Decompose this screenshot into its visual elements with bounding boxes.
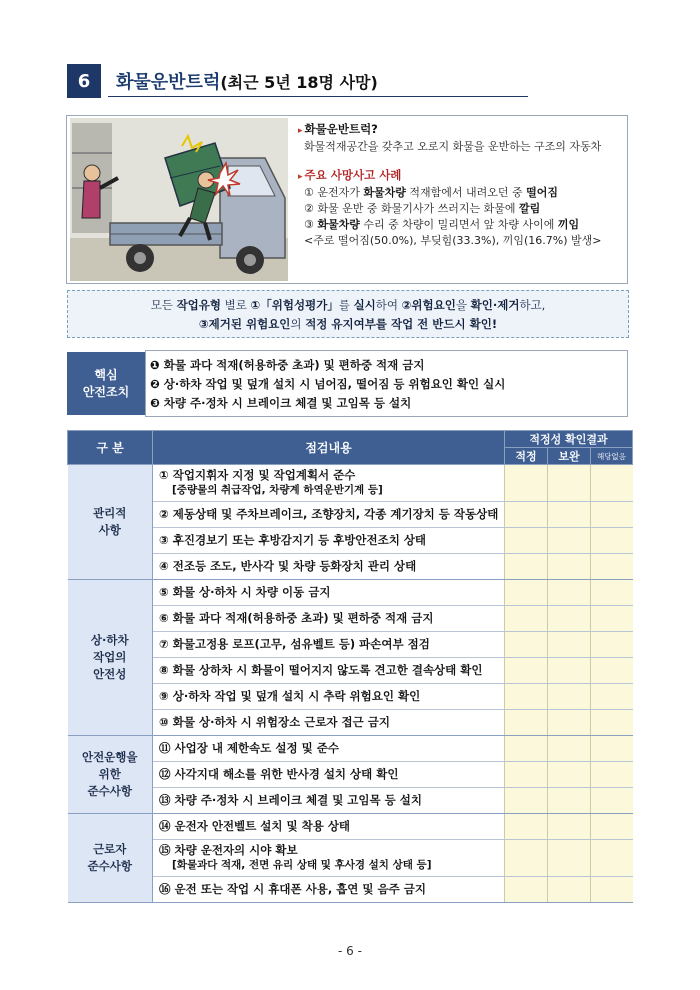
check-item-text: ⑦ 화물고정용 로프(고무, 섬유벨트 등) 파손여부 점검 [159,637,430,651]
notice-line-2: ③제거된 위험요인의 적정 유지여부를 작업 전 반드시 확인! [198,317,498,331]
result-cell-ok[interactable] [505,528,548,554]
check-item [153,684,505,710]
result-cell-fix[interactable] [548,502,591,528]
category-cell [68,736,153,814]
category-cell [68,465,153,580]
core-item: ❸ 차량 주·정차 시 브레이크 체결 및 고임목 등 설치 [150,396,412,410]
check-item [153,502,505,528]
table-row [68,877,633,903]
check-item-text: ⑬ 차량 주·정차 시 브레이크 체결 및 고임목 등 설치 [159,793,422,807]
definition-heading-text: 화물운반트럭? [304,122,378,136]
result-cell-ok[interactable] [505,710,548,736]
header-content: 점검내용 [153,431,505,465]
category-cell [68,580,153,736]
check-item [153,606,505,632]
check-item-note: [중량물의 취급작업, 차량계 하역운반기계 등] [172,484,383,496]
check-item [153,877,505,903]
check-item-text: ⑤ 화물 상·하차 시 차량 이동 금지 [159,585,331,599]
header-category: 구 분 [68,431,153,465]
result-cell-ok[interactable] [505,465,548,502]
accident-summary: <주로 떨어짐(50.0%), 부딪힘(33.3%), 끼임(16.7%) 발생> [304,234,602,247]
inspection-checklist-table [67,430,633,903]
table-row [68,554,633,580]
check-item-text: ① 작업지휘자 지정 및 작업계획서 준수 [159,468,356,482]
check-item-text: ⑨ 상·하차 작업 및 덮개 설치 시 추락 위험요인 확인 [159,689,421,703]
result-cell-ok[interactable] [505,580,548,606]
result-cell-ok[interactable] [505,840,548,877]
category-label-line: 상·하차 [90,633,129,647]
accident-item-1: ① 운전자가 화물차량 적재함에서 내려오던 중 떨어짐 [304,186,559,199]
category-label-line: 위한 [98,767,121,781]
result-cell-fix[interactable] [548,606,591,632]
result-cell-ok[interactable] [505,788,548,814]
check-item-text: ⑥ 화물 과다 적재(허용하중 초과) 및 편하중 적재 금지 [159,611,434,625]
check-item [153,788,505,814]
triangle-bullet-icon: ▸ [298,126,303,136]
table-row [68,606,633,632]
category-cell [68,814,153,903]
table-row [68,788,633,814]
result-cell-ok[interactable] [505,632,548,658]
category-label-line: 준수사항 [87,859,132,873]
table-row [68,684,633,710]
check-item-text: ③ 후진경보기 또는 후방감지기 등 후방안전조치 상태 [159,533,427,547]
core-item: ❶ 화물 과다 적재(허용하중 초과) 및 편하중 적재 금지 [150,358,425,372]
risk-assessment-notice [67,290,629,338]
core-safety-label: 핵심 안전조치 [67,352,145,415]
result-cell-na[interactable] [591,736,633,762]
check-item [153,814,505,840]
check-item-text: ⑮ 차량 운전자의 시야 확보 [159,843,298,857]
result-cell-fix[interactable] [548,736,591,762]
result-cell-fix[interactable] [548,658,591,684]
core-safety-items [150,356,505,413]
result-cell-ok[interactable] [505,814,548,840]
section-title [116,68,378,94]
check-item-text: ⑭ 운전자 안전벨트 설치 및 착용 상태 [159,819,351,833]
result-cell-fix[interactable] [548,788,591,814]
result-cell-fix[interactable] [548,528,591,554]
result-cell-na[interactable] [591,554,633,580]
table-row [68,840,633,877]
result-cell-fix[interactable] [548,465,591,502]
table-row [68,762,633,788]
check-item-text: ⑪ 사업장 내 제한속도 설정 및 준수 [159,741,339,755]
header-na: 해당없음 [591,448,633,465]
table-row [68,710,633,736]
title-underline [108,96,528,97]
result-cell-na[interactable] [591,684,633,710]
check-item-text: ② 제동상태 및 주차브레이크, 조향장치, 각종 계기장치 등 작동상태 [159,507,499,521]
result-cell-fix[interactable] [548,840,591,877]
result-cell-ok[interactable] [505,762,548,788]
result-cell-na[interactable] [591,840,633,877]
table-row [68,528,633,554]
result-cell-fix[interactable] [548,762,591,788]
header-result: 적정성 확인결과 [505,431,633,448]
accidents-heading-text: 주요 사망사고 사례 [304,168,402,182]
check-item [153,736,505,762]
result-cell-na[interactable] [591,606,633,632]
check-item [153,710,505,736]
table-row [68,658,633,684]
result-cell-ok[interactable] [505,554,548,580]
table-row [68,814,633,840]
section-subtitle: (최근 5년 18명 사망) [220,73,378,92]
accident-illustration [70,118,288,281]
result-cell-fix[interactable] [548,632,591,658]
check-item-note: [화물과다 적재, 전면 유리 상태 및 후사경 설치 상태 등] [172,859,432,871]
result-cell-ok[interactable] [505,877,548,903]
result-cell-ok[interactable] [505,502,548,528]
check-item-text: ⑯ 운전 또는 작업 시 휴대폰 사용, 흡연 및 음주 금지 [159,882,426,896]
accident-item-2: ② 화물 운반 중 화물기사가 쓰러지는 화물에 깔림 [304,202,541,215]
check-item [153,580,505,606]
result-cell-fix[interactable] [548,877,591,903]
check-item [153,762,505,788]
result-cell-fix[interactable] [548,554,591,580]
category-label-line: 근로자 [93,842,127,856]
table-row [68,580,633,606]
result-cell-na[interactable] [591,788,633,814]
definition-text: 화물적재공간을 갖추고 오로지 화물을 운반하는 구조의 자동차 [304,140,602,153]
result-cell-fix[interactable] [548,710,591,736]
category-label-line: 관리적 [93,506,127,520]
check-item [153,840,505,877]
check-item [153,465,505,502]
result-cell-na[interactable] [591,710,633,736]
category-label-line: 사항 [98,523,121,537]
result-cell-ok[interactable] [505,684,548,710]
result-cell-na[interactable] [591,762,633,788]
check-item-text: ⑫ 사각지대 해소를 위한 반사경 설치 상태 확인 [159,767,399,781]
page-number: - 6 - [338,944,362,958]
result-cell-fix[interactable] [548,814,591,840]
result-cell-fix[interactable] [548,580,591,606]
accidents-heading [298,167,628,185]
table-row [68,632,633,658]
result-cell-na[interactable] [591,632,633,658]
check-item-text: ④ 전조등 조도, 반사각 및 차량 등화장치 관리 상태 [159,559,417,573]
category-label-line: 안전운행을 [81,750,138,764]
result-cell-na[interactable] [591,658,633,684]
result-cell-na[interactable] [591,465,633,502]
overview-info [298,121,628,249]
check-item [153,658,505,684]
result-cell-ok[interactable] [505,606,548,632]
header-fix: 보완 [548,448,591,465]
check-item [153,632,505,658]
check-item [153,528,505,554]
check-item-text: ⑧ 화물 상하차 시 화물이 떨어지지 않도록 견고한 결속상태 확인 [159,663,483,677]
section-number: 6 [67,64,101,98]
category-label-line: 준수사항 [87,784,132,798]
result-cell-na[interactable] [591,502,633,528]
result-cell-na[interactable] [591,814,633,840]
category-label-line: 안전성 [93,667,127,681]
result-cell-fix[interactable] [548,684,591,710]
notice-line-1: 모든 작업유형 별로 ①「위험성평가」를 실시하여 ②위험요인을 확인·제거하고, [150,298,546,312]
table-row [68,736,633,762]
triangle-bullet-icon: ▸ [298,172,303,182]
result-cell-na[interactable] [591,580,633,606]
section-title-main: 화물운반트럭 [116,72,221,93]
result-cell-na[interactable] [591,877,633,903]
check-item-text: ⑩ 화물 상·하차 시 위험장소 근로자 접근 금지 [159,715,390,729]
accident-item-3: ③ 화물차량 수리 중 차량이 밀리면서 앞 차량 사이에 끼임 [304,218,580,231]
table-row [68,502,633,528]
header-ok: 적정 [505,448,548,465]
result-cell-ok[interactable] [505,658,548,684]
result-cell-ok[interactable] [505,736,548,762]
table-row [68,465,633,502]
core-item: ❷ 상·하차 작업 및 덮개 설치 시 넘어짐, 떨어짐 등 위험요인 확인 실시 [150,377,506,391]
definition-heading [298,121,628,139]
category-label-line: 작업의 [93,650,127,664]
check-item [153,554,505,580]
truck-accident-illustration [70,118,288,281]
result-cell-na[interactable] [591,528,633,554]
